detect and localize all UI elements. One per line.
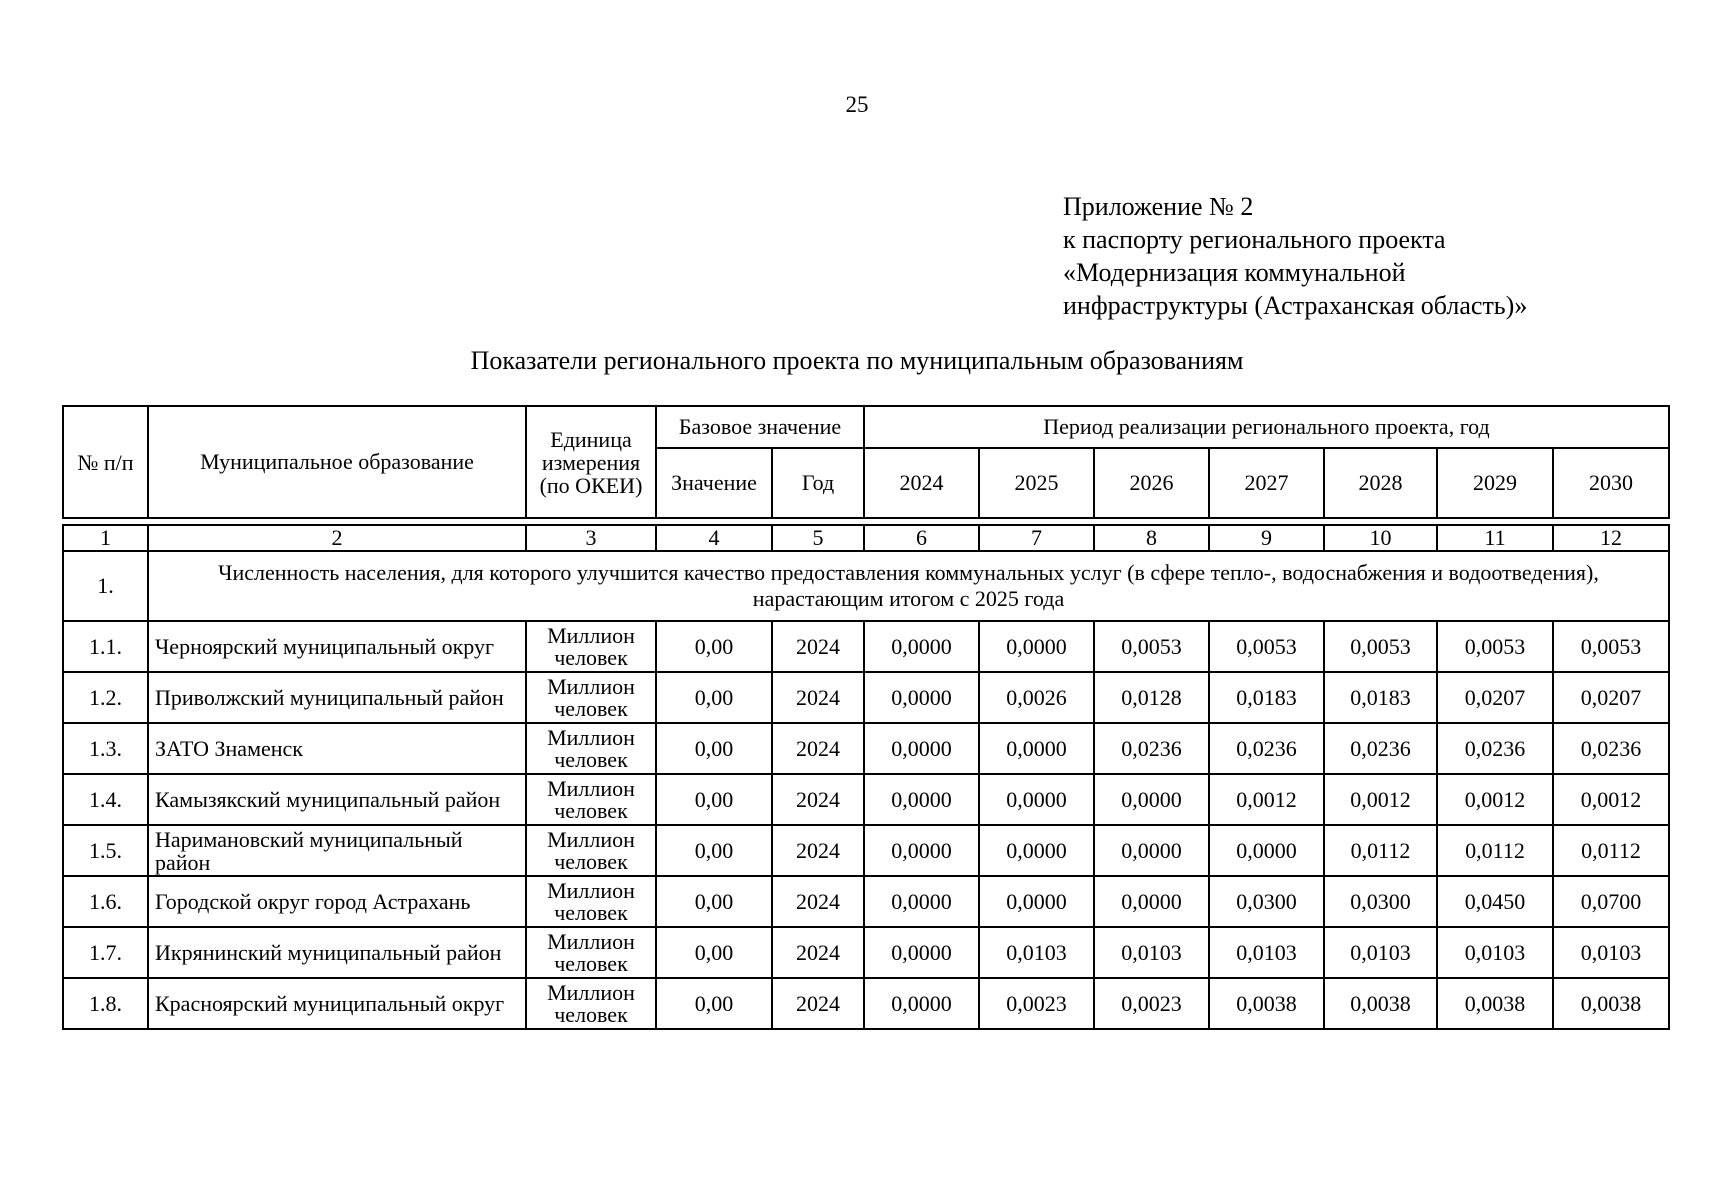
- row-base-value: 0,00: [656, 621, 772, 672]
- row-base-value: 0,00: [656, 927, 772, 978]
- row-municipality: Красноярский муниципальный округ: [148, 978, 526, 1029]
- header-year: 2027: [1209, 448, 1324, 518]
- separator-cell: [63, 518, 1669, 525]
- appendix-line: инфраструктуры (Астраханская область)»: [1063, 291, 1528, 320]
- row-year-value: 0,0000: [864, 621, 979, 672]
- row-year-value: 0,0000: [979, 876, 1094, 927]
- row-year-value: 0,0183: [1209, 672, 1324, 723]
- row-year-value: 0,0023: [1094, 978, 1209, 1029]
- row-year-value: 0,0103: [979, 927, 1094, 978]
- row-year-value: 0,0207: [1553, 672, 1669, 723]
- row-unit: Миллион человек: [526, 621, 656, 672]
- row-year-value: 0,0000: [864, 978, 979, 1029]
- row-year-value: 0,0103: [1553, 927, 1669, 978]
- row-year-value: 0,0000: [864, 876, 979, 927]
- row-year-value: 0,0000: [1094, 774, 1209, 825]
- row-year-value: 0,0000: [1209, 825, 1324, 876]
- header-row: [63, 406, 1669, 448]
- row-year-value: 0,0000: [864, 927, 979, 978]
- row-base-year: 2024: [772, 723, 864, 774]
- header-year: 2029: [1437, 448, 1553, 518]
- row-year-value: 0,0000: [1094, 876, 1209, 927]
- column-number: 12: [1553, 525, 1669, 551]
- row-year-value: 0,0000: [864, 774, 979, 825]
- row-municipality: ЗАТО Знаменск: [148, 723, 526, 774]
- row-year-value: 0,0053: [1094, 621, 1209, 672]
- header-unit: Единица измерения (по ОКЕИ): [526, 406, 656, 518]
- header-municipality: Муниципальное образование: [148, 406, 526, 518]
- row-unit: Миллион человек: [526, 876, 656, 927]
- row-year-value: 0,0236: [1324, 723, 1437, 774]
- row-num: 1.6.: [63, 876, 148, 927]
- row-year-value: 0,0038: [1209, 978, 1324, 1029]
- row-year-value: 0,0236: [1209, 723, 1324, 774]
- row-year-value: 0,0450: [1437, 876, 1553, 927]
- section-num: 1.: [63, 551, 148, 621]
- header-year: 2028: [1324, 448, 1437, 518]
- row-unit: Миллион человек: [526, 774, 656, 825]
- row-year-value: 0,0000: [864, 672, 979, 723]
- appendix-line: Приложение № 2: [1063, 192, 1254, 221]
- row-year-value: 0,0183: [1324, 672, 1437, 723]
- column-number: 5: [772, 525, 864, 551]
- header-base-value: Значение: [656, 448, 772, 518]
- row-base-year: 2024: [772, 927, 864, 978]
- row-year-value: 0,0236: [1553, 723, 1669, 774]
- row-num: 1.4.: [63, 774, 148, 825]
- appendix-heading: [1063, 190, 1527, 322]
- table-row: [63, 723, 1669, 774]
- row-base-value: 0,00: [656, 978, 772, 1029]
- column-number: 8: [1094, 525, 1209, 551]
- row-base-year: 2024: [772, 978, 864, 1029]
- row-base-value: 0,00: [656, 774, 772, 825]
- row-base-value: 0,00: [656, 825, 772, 876]
- row-num: 1.7.: [63, 927, 148, 978]
- row-unit: Миллион человек: [526, 723, 656, 774]
- row-year-value: 0,0207: [1437, 672, 1553, 723]
- page-number: 25: [845, 92, 869, 117]
- row-municipality: Икрянинский муниципальный район: [148, 927, 526, 978]
- header-base: Базовое значение: [656, 406, 864, 448]
- row-unit: Миллион человек: [526, 927, 656, 978]
- header-base-year: Год: [772, 448, 864, 518]
- row-municipality: Городской округ город Астрахань: [148, 876, 526, 927]
- column-number-row: [63, 525, 1669, 551]
- row-year-value: 0,0026: [979, 672, 1094, 723]
- row-year-value: 0,0023: [979, 978, 1094, 1029]
- row-year-value: 0,0103: [1094, 927, 1209, 978]
- header-year: 2024: [864, 448, 979, 518]
- row-year-value: 0,0300: [1209, 876, 1324, 927]
- row-base-value: 0,00: [656, 672, 772, 723]
- row-year-value: 0,0103: [1324, 927, 1437, 978]
- row-year-value: 0,0112: [1437, 825, 1553, 876]
- row-unit: Миллион человек: [526, 672, 656, 723]
- row-unit: Миллион человек: [526, 978, 656, 1029]
- row-municipality: Камызякский муниципальный район: [148, 774, 526, 825]
- row-base-year: 2024: [772, 825, 864, 876]
- row-year-value: 0,0012: [1553, 774, 1669, 825]
- row-year-value: 0,0012: [1437, 774, 1553, 825]
- row-year-value: 0,0053: [1437, 621, 1553, 672]
- row-year-value: 0,0053: [1324, 621, 1437, 672]
- table-row: [63, 927, 1669, 978]
- row-year-value: 0,0000: [979, 825, 1094, 876]
- header-year: 2030: [1553, 448, 1669, 518]
- table-title: Показатели регионального проекта по муниципальным образованиям: [470, 346, 1244, 375]
- row-year-value: 0,0112: [1324, 825, 1437, 876]
- header-num: № п/п: [63, 406, 148, 518]
- row-year-value: 0,0000: [979, 621, 1094, 672]
- indicators-table: [62, 405, 1670, 1030]
- column-number: 9: [1209, 525, 1324, 551]
- row-municipality: Приволжский муниципальный район: [148, 672, 526, 723]
- row-year-value: 0,0000: [1094, 825, 1209, 876]
- row-year-value: 0,0103: [1209, 927, 1324, 978]
- row-base-year: 2024: [772, 876, 864, 927]
- row-year-value: 0,0128: [1094, 672, 1209, 723]
- column-number: 4: [656, 525, 772, 551]
- row-year-value: 0,0000: [979, 774, 1094, 825]
- row-base-value: 0,00: [656, 876, 772, 927]
- row-year-value: 0,0053: [1209, 621, 1324, 672]
- row-base-year: 2024: [772, 672, 864, 723]
- table-row: [63, 774, 1669, 825]
- table-row: [63, 876, 1669, 927]
- row-year-value: 0,0038: [1324, 978, 1437, 1029]
- table-row: [63, 825, 1669, 876]
- column-number: 6: [864, 525, 979, 551]
- row-year-value: 0,0236: [1437, 723, 1553, 774]
- column-number: 1: [63, 525, 148, 551]
- section-title: Численность населения, для которого улучшится качество предоставления коммунальных услуг (в сфере тепло-, водоснабжения и водоотведения), нарастающим итогом с 2025 года: [148, 551, 1669, 621]
- column-number: 3: [526, 525, 656, 551]
- row-num: 1.2.: [63, 672, 148, 723]
- appendix-line: «Модернизация коммунальной: [1063, 258, 1406, 287]
- row-year-value: 0,0038: [1437, 978, 1553, 1029]
- row-year-value: 0,0038: [1553, 978, 1669, 1029]
- indicators-table-container: [62, 405, 1668, 1030]
- row-num: 1.8.: [63, 978, 148, 1029]
- column-number: 11: [1437, 525, 1553, 551]
- header-year: 2026: [1094, 448, 1209, 518]
- column-number: 10: [1324, 525, 1437, 551]
- row-year-value: 0,0000: [864, 825, 979, 876]
- row-municipality: Черноярский муниципальный округ: [148, 621, 526, 672]
- table-row: [63, 672, 1669, 723]
- row-base-year: 2024: [772, 774, 864, 825]
- header-year: 2025: [979, 448, 1094, 518]
- row-year-value: 0,0700: [1553, 876, 1669, 927]
- row-year-value: 0,0236: [1094, 723, 1209, 774]
- row-municipality: Наримановский муниципальный район: [148, 825, 526, 876]
- row-year-value: 0,0000: [864, 723, 979, 774]
- row-num: 1.1.: [63, 621, 148, 672]
- header-period: Период реализации регионального проекта, год: [864, 406, 1669, 448]
- row-year-value: 0,0012: [1324, 774, 1437, 825]
- data-rows: [63, 621, 1669, 1029]
- table-row: [63, 978, 1669, 1029]
- section-row: [63, 551, 1669, 621]
- row-year-value: 0,0000: [979, 723, 1094, 774]
- row-year-value: 0,0112: [1553, 825, 1669, 876]
- table-row: [63, 621, 1669, 672]
- appendix-line: к паспорту регионального проекта: [1063, 225, 1446, 254]
- row-base-value: 0,00: [656, 723, 772, 774]
- row-year-value: 0,0103: [1437, 927, 1553, 978]
- row-base-year: 2024: [772, 621, 864, 672]
- row-year-value: 0,0053: [1553, 621, 1669, 672]
- row-num: 1.5.: [63, 825, 148, 876]
- row-year-value: 0,0012: [1209, 774, 1324, 825]
- column-number: 7: [979, 525, 1094, 551]
- row-year-value: 0,0300: [1324, 876, 1437, 927]
- row-unit: Миллион человек: [526, 825, 656, 876]
- row-num: 1.3.: [63, 723, 148, 774]
- column-number: 2: [148, 525, 526, 551]
- header-separator: [63, 518, 1669, 525]
